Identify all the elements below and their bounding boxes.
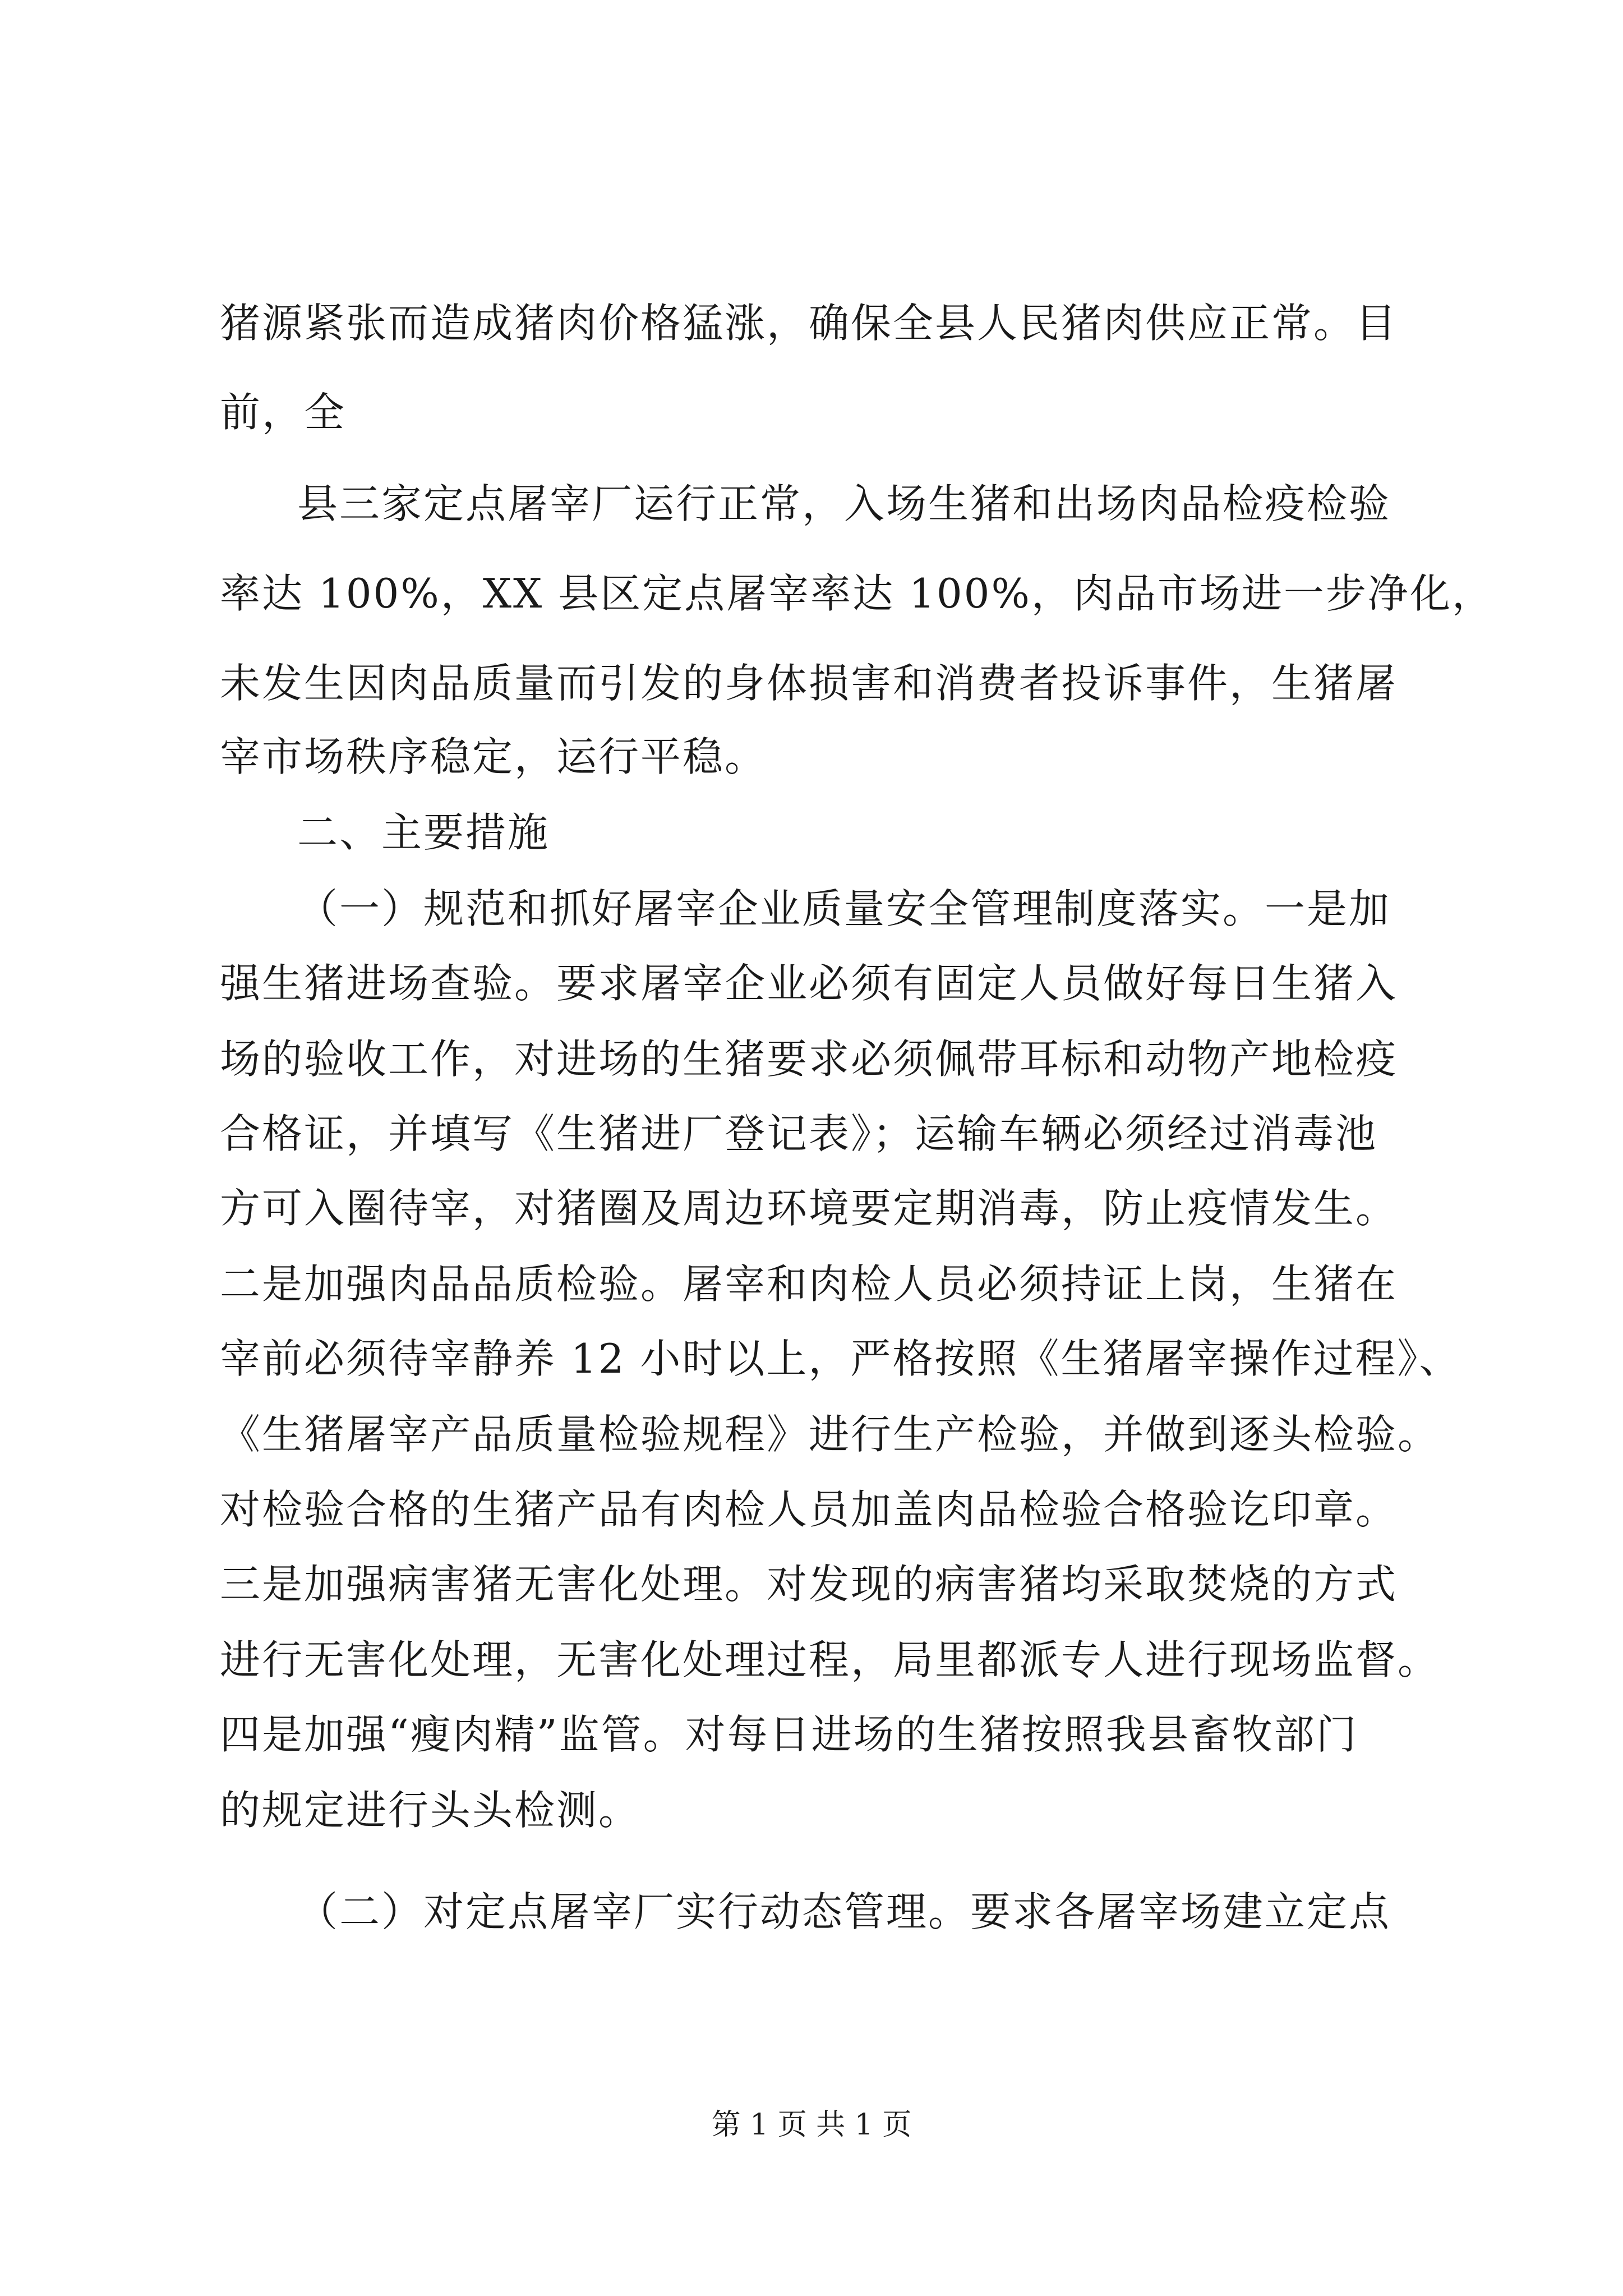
body-line-13: 二是加强肉品品质检验。屠宰和肉检人员必须持证上岗，生猪在 xyxy=(220,1260,1398,1308)
body-line-14: 宰前必须待宰静养 12 小时以上，严格按照《生猪屠宰操作过程》、 xyxy=(220,1335,1461,1382)
body-line-20: 的规定进行头头检测。 xyxy=(220,1787,641,1834)
body-line-6: 宰市场秩序稳定，运行平稳。 xyxy=(220,733,767,780)
body-line-15: 《生猪屠宰产品质量检验规程》进行生产检验，并做到逐头检验。 xyxy=(220,1411,1440,1458)
body-line-17: 三是加强病害猪无害化处理。对发现的病害猪均采取焚烧的方式 xyxy=(220,1561,1398,1608)
body-line-18: 进行无害化处理，无害化处理过程，局里都派专人进行现场监督。 xyxy=(220,1636,1440,1683)
body-line-10: 场的验收工作，对进场的生猪要求必须佩带耳标和动物产地检疫 xyxy=(220,1036,1398,1083)
body-line-4: 率达 100%，XX 县区定点屠宰率达 100%，肉品市场进一步净化， xyxy=(220,570,1494,617)
section-heading: 二、主要措施 xyxy=(297,809,550,856)
body-line-16: 对检验合格的生猪产品有肉检人员加盖肉品检验合格验讫印章。 xyxy=(220,1486,1398,1533)
body-line-21: （二）对定点屠宰厂实行动态管理。要求各屠宰场建立定点 xyxy=(297,1888,1391,1935)
body-line-12: 方可入圈待宰，对猪圈及周边环境要定期消毒，防止疫情发生。 xyxy=(220,1185,1398,1232)
body-line-11: 合格证，并填写《生猪进厂登记表》；运输车辆必须经过消毒池 xyxy=(220,1110,1378,1157)
body-line-5: 未发生因肉品质量而引发的身体损害和消费者投诉事件，生猪屠 xyxy=(220,660,1398,707)
body-line-1: 猪源紧张而造成猪肉价格猛涨，确保全县人民猪肉供应正常。目 xyxy=(220,300,1398,347)
body-line-19: 四是加强“瘦肉精”监管。对每日进场的生猪按照我县畜牧部门 xyxy=(220,1711,1358,1758)
body-line-9: 强生猪进场查验。要求屠宰企业必须有固定人员做好每日生猪入 xyxy=(220,960,1398,1007)
body-line-2: 前，全 xyxy=(220,389,347,436)
page-footer: 第 1 页 共 1 页 xyxy=(711,2108,912,2142)
body-line-3: 县三家定点屠宰厂运行正常，入场生猪和出场肉品检疫检验 xyxy=(297,480,1391,527)
body-line-8: （一）规范和抓好屠宰企业质量安全管理制度落实。一是加 xyxy=(297,885,1391,932)
